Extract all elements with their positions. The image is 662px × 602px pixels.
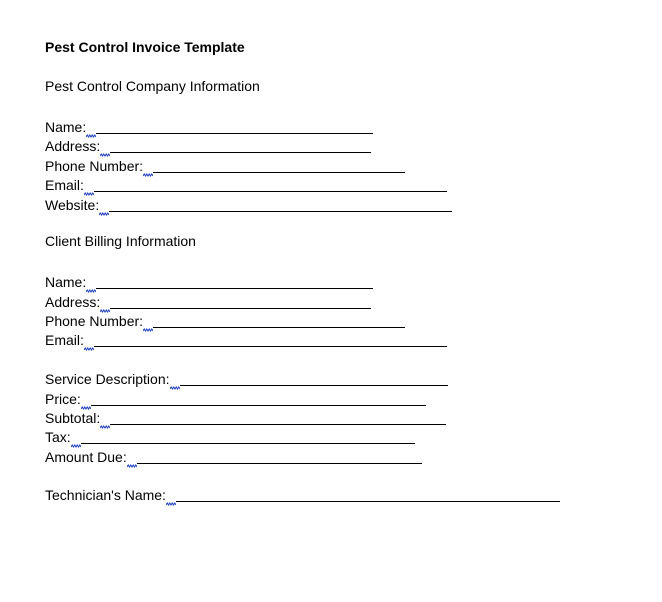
company-phone-label: Phone Number: <box>45 158 144 174</box>
spellcheck-underline <box>100 294 110 311</box>
spellcheck-underline <box>143 313 153 330</box>
price-field[interactable] <box>45 389 426 408</box>
spellcheck-underline <box>170 371 180 388</box>
technician-name-field[interactable] <box>45 485 560 504</box>
service-description-field[interactable] <box>45 369 448 388</box>
subtotal-label: Subtotal: <box>45 410 101 426</box>
company-name-label: Name: <box>45 119 87 135</box>
client-phone-label: Phone Number: <box>45 313 144 329</box>
client-email-field[interactable] <box>45 330 447 349</box>
client-address-label: Address: <box>45 294 101 310</box>
price-label: Price: <box>45 391 81 407</box>
client-phone-blank-line <box>153 327 405 328</box>
company-phone-blank-line <box>153 172 405 173</box>
technician-name-label: Technician's Name: <box>45 487 166 503</box>
company-name-blank-line <box>96 133 373 134</box>
company-website-field[interactable] <box>45 195 452 214</box>
technician-name-blank-line <box>176 501 560 502</box>
company-website-blank-line <box>109 211 452 212</box>
client-address-blank-line <box>110 308 371 309</box>
tax-field[interactable] <box>45 427 415 446</box>
company-email-blank-line <box>94 191 447 192</box>
spellcheck-underline <box>71 429 81 446</box>
spellcheck-underline <box>127 449 137 466</box>
client-email-blank-line <box>94 346 447 347</box>
spellcheck-underline <box>143 158 153 175</box>
amount-due-field[interactable] <box>45 447 422 466</box>
client-name-label: Name: <box>45 274 87 290</box>
spellcheck-underline <box>166 487 176 504</box>
client-name-field[interactable] <box>45 272 373 291</box>
company-address-label: Address: <box>45 138 101 154</box>
client-email-label: Email: <box>45 332 84 348</box>
service-description-blank-line <box>180 385 448 386</box>
amount-due-blank-line <box>137 463 422 464</box>
spellcheck-underline <box>86 119 96 136</box>
company-website-label: Website: <box>45 197 100 213</box>
tax-label: Tax: <box>45 429 71 445</box>
spellcheck-underline <box>86 274 96 291</box>
document-title: Pest Control Invoice Template <box>45 39 245 55</box>
spellcheck-underline <box>99 197 109 214</box>
client-address-field[interactable] <box>45 292 371 311</box>
company-email-field[interactable] <box>45 175 447 194</box>
client-name-blank-line <box>96 288 373 289</box>
tax-blank-line <box>81 443 415 444</box>
client-phone-field[interactable] <box>45 311 405 330</box>
client-billing-heading: Client Billing Information <box>45 233 196 249</box>
spellcheck-underline <box>100 410 110 427</box>
spellcheck-underline <box>81 391 91 408</box>
subtotal-field[interactable] <box>45 408 446 427</box>
company-address-blank-line <box>110 152 371 153</box>
spellcheck-underline <box>84 177 94 194</box>
company-info-heading: Pest Control Company Information <box>45 78 260 94</box>
price-blank-line <box>91 405 426 406</box>
company-address-field[interactable] <box>45 136 371 155</box>
spellcheck-underline <box>100 138 110 155</box>
service-description-label: Service Description: <box>45 371 170 387</box>
company-phone-field[interactable] <box>45 156 405 175</box>
spellcheck-underline <box>84 332 94 349</box>
subtotal-blank-line <box>110 424 446 425</box>
company-email-label: Email: <box>45 177 84 193</box>
amount-due-label: Amount Due: <box>45 449 127 465</box>
company-name-field[interactable] <box>45 117 373 136</box>
